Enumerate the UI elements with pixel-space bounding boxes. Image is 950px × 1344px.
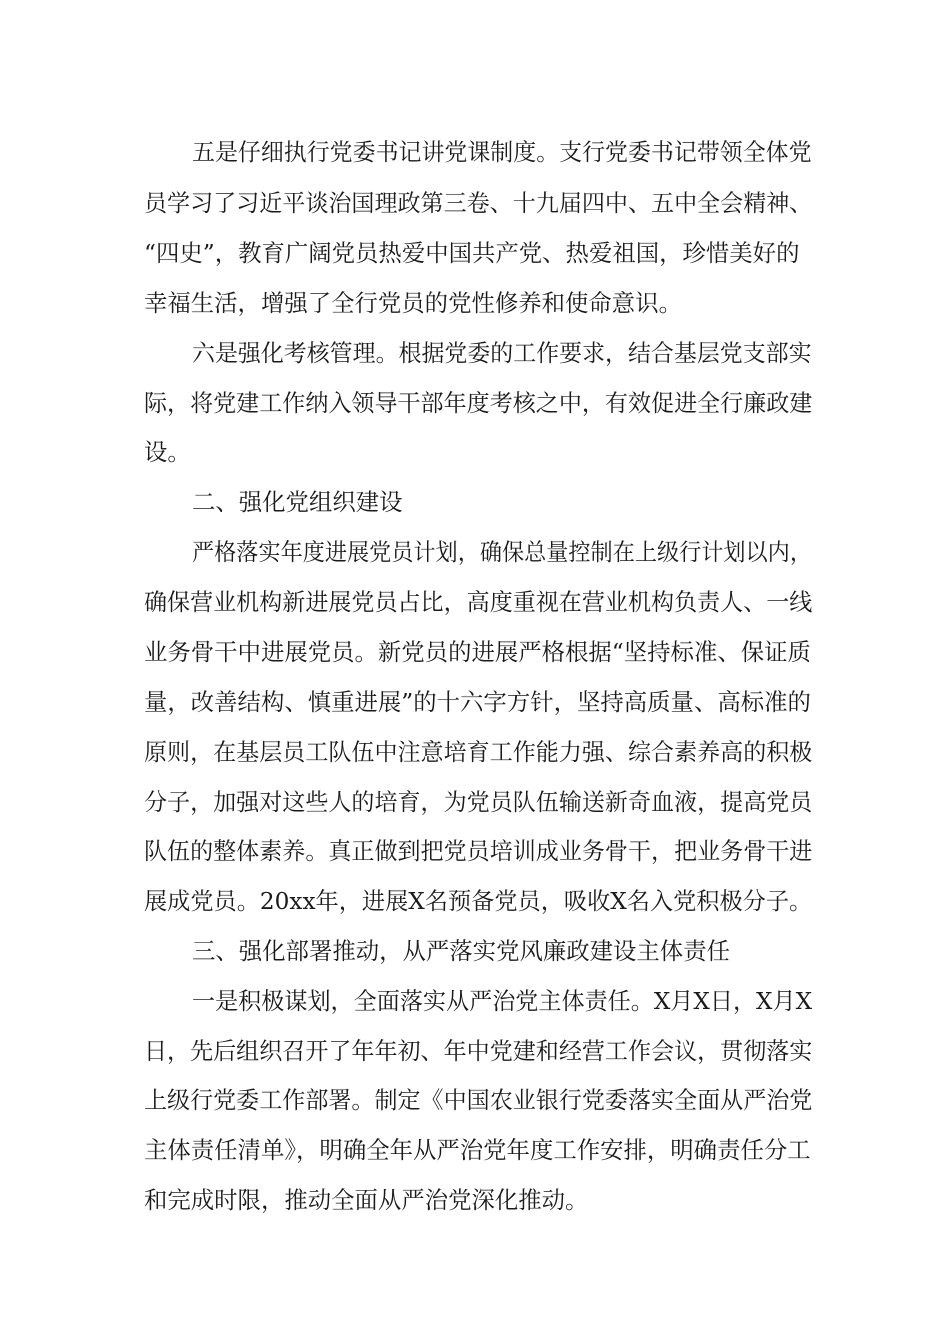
text-line: “四史”，教育广阔党员热爱中国共产党、热爱祖国，珍惜美好的 (144, 239, 800, 267)
text-line: 分子，加强对这些人的培育，为党员队伍输送新奇血液，提高党员 (144, 788, 813, 816)
text-line: 业务骨干中进展党员。新党员的进展严格根据“坚持标准、保证质 (144, 638, 811, 666)
text-line: 和完成时限，推动全面从严治党深化推动。 (144, 1186, 589, 1214)
text-line: 原则，在基层员工队伍中注意培育工作能力强、综合素养高的积极 (144, 738, 813, 766)
text-line: 六是强化考核管理。根据党委的工作要求，结合基层党支部实 (192, 339, 812, 367)
text-line: 确保营业机构新进展党员占比，高度重视在营业机构负责人、一线 (144, 588, 813, 616)
text-line: 一是积极谋划，全面落实从严治党主体责任。X月X日，X月X (192, 987, 813, 1015)
text-line: 际，将党建工作纳入领导干部年度考核之中，有效促进全行廉政建 (144, 389, 813, 417)
text-line: 量，改善结构、慎重进展”的十六字方针，坚持高质量、高标准的 (144, 688, 811, 716)
text-line: 上级行党委工作部署。制定《中国农业银行党委落实全面从严治党 (144, 1086, 813, 1114)
text-line: 展成党员。20xx年，进展X名预备党员，吸收X名入党积极分子。 (144, 887, 813, 915)
text-line: 幸福生活，增强了全行党员的党性修养和使命意识。 (144, 289, 682, 317)
text-line: 员学习了习近平谈治国理政第三卷、十九届四中、五中全会精神、 (144, 189, 813, 217)
text-line: 主体责任清单》，明确全年从严治党年度工作安排，明确责任分工 (144, 1136, 811, 1164)
text-line: 队伍的整体素养。真正做到把党员培训成业务骨干，把业务骨干进 (144, 837, 813, 865)
text-line: 五是仔细执行党委书记讲党课制度。支行党委书记带领全体党 (192, 138, 812, 166)
section-heading: 二、强化党组织建设 (192, 488, 403, 516)
text-line: 日，先后组织召开了年年初、年中党建和经营工作会议，贯彻落实 (144, 1037, 813, 1065)
text-line: 设。 (144, 438, 191, 466)
text-line: 严格落实年度进展党员计划，确保总量控制在上级行计划以内， (192, 538, 812, 566)
section-heading: 三、强化部署推动，从严落实党风廉政建设主体责任 (192, 937, 730, 965)
